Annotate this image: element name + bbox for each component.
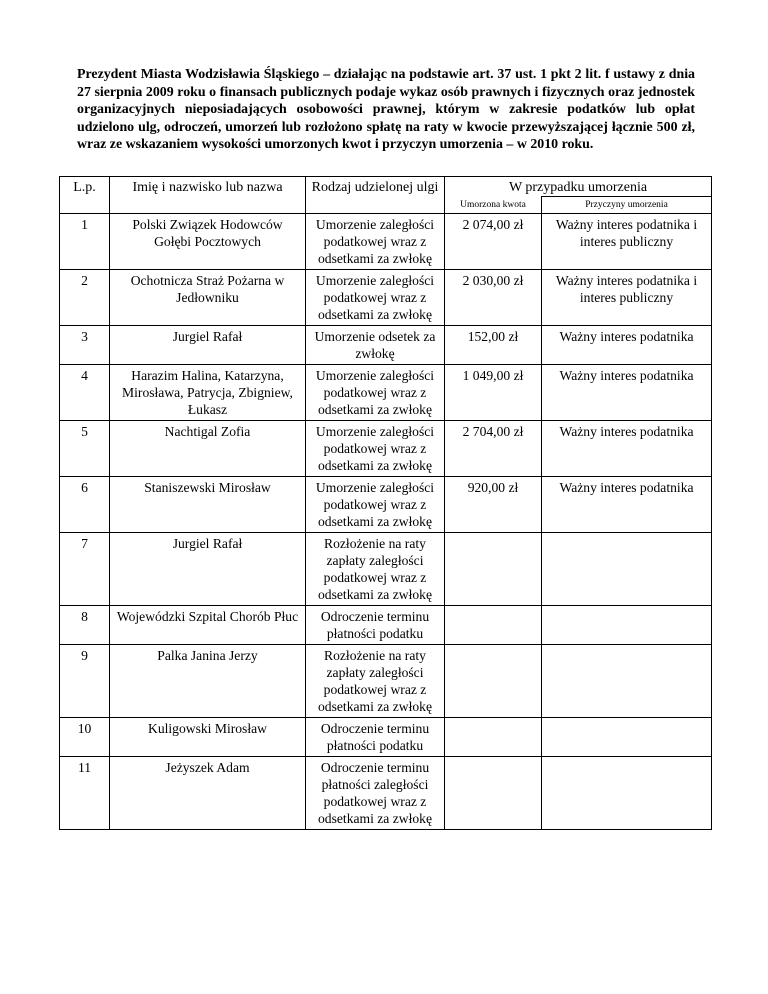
header-amount: Umorzona kwota bbox=[445, 197, 542, 214]
cell-name: Staniszewski Mirosław bbox=[110, 477, 306, 533]
cell-amount: 1 049,00 zł bbox=[445, 365, 542, 421]
cell-lp: 4 bbox=[60, 365, 110, 421]
cell-reason bbox=[542, 718, 712, 757]
cell-name: Kuligowski Mirosław bbox=[110, 718, 306, 757]
cell-amount: 2 704,00 zł bbox=[445, 421, 542, 477]
cell-name: Ochotnicza Straż Pożarna w Jedłowniku bbox=[110, 270, 306, 326]
cell-amount bbox=[445, 645, 542, 718]
cell-lp: 8 bbox=[60, 606, 110, 645]
cell-lp: 6 bbox=[60, 477, 110, 533]
table-row bbox=[60, 533, 712, 606]
cell-relief: Odroczenie terminu płatności zaległości podatkowej wraz z odsetkami za zwłokę bbox=[306, 757, 445, 830]
header-name: Imię i nazwisko lub nazwa bbox=[110, 177, 306, 214]
cell-relief: Umorzenie zaległości podatkowej wraz z odsetkami za zwłokę bbox=[306, 214, 445, 270]
cell-relief: Rozłożenie na raty zapłaty zaległości podatkowej wraz z odsetkami za zwłokę bbox=[306, 533, 445, 606]
cell-name: Wojewódzki Szpital Chorób Płuc bbox=[110, 606, 306, 645]
cell-name: Harazim Halina, Katarzyna, Mirosława, Patrycja, Zbigniew, Łukasz bbox=[110, 365, 306, 421]
cell-amount bbox=[445, 606, 542, 645]
cell-amount: 2 030,00 zł bbox=[445, 270, 542, 326]
cell-relief: Umorzenie odsetek za zwłokę bbox=[306, 326, 445, 365]
cell-name: Polski Związek Hodowców Gołębi Pocztowych bbox=[110, 214, 306, 270]
table-row bbox=[60, 606, 712, 645]
cell-relief: Rozłożenie na raty zapłaty zaległości podatkowej wraz z odsetkami za zwłokę bbox=[306, 645, 445, 718]
cell-lp: 2 bbox=[60, 270, 110, 326]
table-row bbox=[60, 270, 712, 326]
cell-lp: 7 bbox=[60, 533, 110, 606]
cell-amount: 152,00 zł bbox=[445, 326, 542, 365]
cell-lp: 5 bbox=[60, 421, 110, 477]
cell-reason bbox=[542, 533, 712, 606]
cell-name: Jurgiel Rafał bbox=[110, 326, 306, 365]
table-row bbox=[60, 645, 712, 718]
cell-amount bbox=[445, 533, 542, 606]
cell-lp: 11 bbox=[60, 757, 110, 830]
table-row bbox=[60, 326, 712, 365]
cell-reason: Ważny interes podatnika i interes publiczny bbox=[542, 270, 712, 326]
cell-reason: Ważny interes podatnika bbox=[542, 326, 712, 365]
cell-lp: 3 bbox=[60, 326, 110, 365]
cell-amount bbox=[445, 718, 542, 757]
cell-name: Nachtigal Zofia bbox=[110, 421, 306, 477]
cell-reason: Ważny interes podatnika bbox=[542, 477, 712, 533]
cell-relief: Umorzenie zaległości podatkowej wraz z odsetkami za zwłokę bbox=[306, 270, 445, 326]
intro-paragraph: Prezydent Miasta Wodzisławia Śląskiego – działając na podstawie art. 37 ust. 1 pkt 2 lit. f ustawy z dnia 27 sierpnia 2009 roku o finansach publicznych podaje wykaz osób prawnych i fizycznych oraz jednostek organizacyjnych nieposiadających osobowości prawnej, którym w zakresie podatków lub opłat udzielono ulg, odroczeń, umorzeń lub rozłożono spłatę na raty w kwocie przewyższającej łącznie 500 zł, wraz ze wskazaniem wysokości umorzonych kwot i przyczyn umorzenia – w 2010 roku. bbox=[77, 67, 695, 153]
header-reason: Przyczyny umorzenia bbox=[542, 197, 712, 214]
cell-reason bbox=[542, 606, 712, 645]
cell-reason: Ważny interes podatnika bbox=[542, 421, 712, 477]
cell-reason bbox=[542, 757, 712, 830]
table-row bbox=[60, 718, 712, 757]
cell-lp: 1 bbox=[60, 214, 110, 270]
cell-lp: 10 bbox=[60, 718, 110, 757]
cell-name: Palka Janina Jerzy bbox=[110, 645, 306, 718]
header-relief: Rodzaj udzielonej ulgi bbox=[306, 177, 445, 214]
cell-lp: 9 bbox=[60, 645, 110, 718]
header-lp: L.p. bbox=[60, 177, 110, 214]
cell-amount: 2 074,00 zł bbox=[445, 214, 542, 270]
cell-amount bbox=[445, 757, 542, 830]
cell-reason: Ważny interes podatnika i interes publiczny bbox=[542, 214, 712, 270]
cell-relief: Odroczenie terminu płatności podatku bbox=[306, 606, 445, 645]
relief-table bbox=[59, 176, 712, 830]
table-row bbox=[60, 421, 712, 477]
table-row bbox=[60, 757, 712, 830]
cell-amount: 920,00 zł bbox=[445, 477, 542, 533]
cell-name: Jeżyszek Adam bbox=[110, 757, 306, 830]
cell-relief: Umorzenie zaległości podatkowej wraz z odsetkami za zwłokę bbox=[306, 421, 445, 477]
cell-reason bbox=[542, 645, 712, 718]
cell-name: Jurgiel Rafał bbox=[110, 533, 306, 606]
cell-reason: Ważny interes podatnika bbox=[542, 365, 712, 421]
table-row bbox=[60, 365, 712, 421]
header-group: W przypadku umorzenia bbox=[445, 177, 712, 197]
cell-relief: Umorzenie zaległości podatkowej wraz z odsetkami za zwłokę bbox=[306, 477, 445, 533]
cell-relief: Umorzenie zaległości podatkowej wraz z odsetkami za zwłokę bbox=[306, 365, 445, 421]
table-row bbox=[60, 214, 712, 270]
table-row bbox=[60, 477, 712, 533]
cell-relief: Odroczenie terminu płatności podatku bbox=[306, 718, 445, 757]
